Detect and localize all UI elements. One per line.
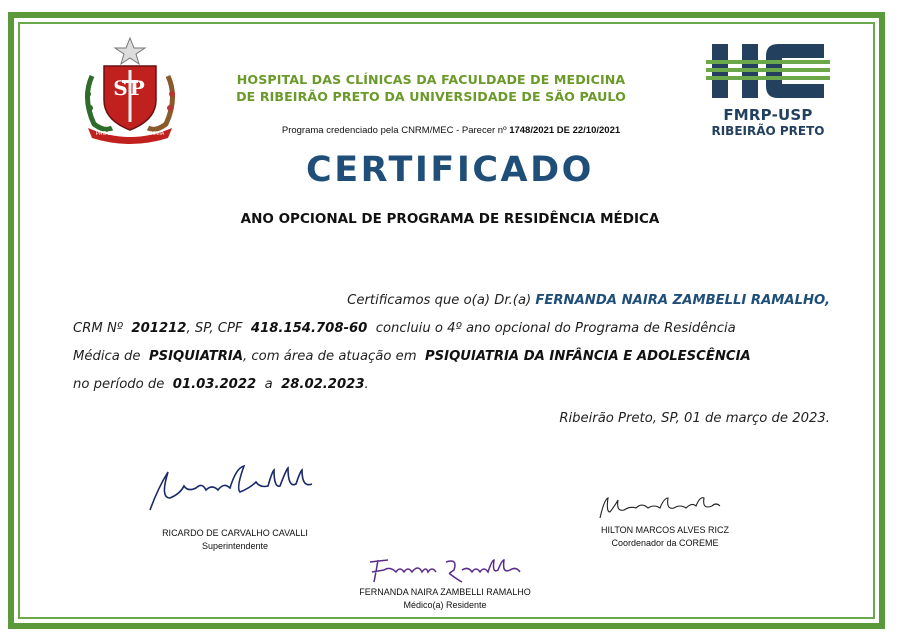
- period-end-punct: .: [364, 377, 369, 392]
- hc-letters-graphic: [706, 42, 830, 104]
- body-line-1: [73, 293, 830, 308]
- period-connector: a: [264, 377, 273, 392]
- crest-letters: SP: [113, 76, 147, 100]
- period-end-date: 28.02.2023: [281, 377, 365, 392]
- certify-prefix: Certificamos que o(a) Dr.(a): [347, 293, 532, 308]
- specialty-prefix: Médica de: [73, 349, 141, 364]
- place-and-date: Ribeirão Preto, SP, 01 de março de 2023.: [559, 411, 830, 426]
- signature-hilton-handwriting: [596, 494, 726, 522]
- signer-name: HILTON MARCOS ALVES RICZ: [600, 525, 730, 535]
- signer-name: FERNANDA NAIRA ZAMBELLI RAMALHO: [359, 587, 531, 597]
- signature-ricardo-handwriting: [140, 458, 330, 518]
- signature-fernanda-handwriting: [366, 556, 526, 586]
- crest-motto: PRO BRASILIA FIANT EXIMIA: [95, 131, 165, 137]
- conclusion-text: concluiu o 4º ano opcional do Programa de Residência: [375, 321, 736, 336]
- signer-role: Coordenador da COREME: [611, 538, 719, 548]
- signer-role: Médico(a) Residente: [403, 600, 487, 610]
- hc-logo-text-fmrp: FMRP-USP: [723, 106, 813, 124]
- crm-state: , SP, CPF: [186, 321, 243, 336]
- signer-name: RICARDO DE CARVALHO CAVALLI: [162, 528, 308, 538]
- body-line-4: [73, 377, 830, 392]
- crm-label: CRM Nº: [73, 321, 124, 336]
- credential-number: 1748/2021 DE 22/10/2021: [509, 125, 621, 136]
- body-line-2: [73, 321, 830, 336]
- body-line-3: [73, 349, 830, 364]
- certificate-title: CERTIFICADO: [306, 150, 594, 190]
- area-prefix: , com área de atuação em: [243, 349, 417, 364]
- cpf-number: 418.154.708-60: [250, 321, 368, 336]
- resident-name: FERNANDA NAIRA ZAMBELLI RAMALHO,: [535, 293, 830, 308]
- practice-area: PSIQUIATRIA DA INFÂNCIA E ADOLESCÊNCIA: [425, 349, 751, 364]
- hospital-name-line-2: DE RIBEIRÃO PRETO DA UNIVERSIDADE DE SÃO PAULO: [236, 89, 626, 104]
- hc-logo-text-city: RIBEIRÃO PRETO: [711, 124, 825, 138]
- period-start-date: 01.03.2022: [172, 377, 257, 392]
- credential-note: [196, 125, 706, 136]
- crm-number: 201212: [131, 321, 187, 336]
- hospital-name-line-1: HOSPITAL DAS CLÍNICAS DA FACULDADE DE MEDICINA: [236, 72, 626, 87]
- signature-block-superintendent: [130, 528, 340, 551]
- hc-fmrp-usp-logo: [706, 42, 830, 140]
- signature-block-resident: [340, 587, 550, 610]
- sao-paulo-crest-logo: [78, 36, 182, 144]
- signer-role: Superintendente: [201, 541, 269, 551]
- credential-prefix: Programa credenciado pela CNRM/MEC - Parecer nº: [281, 125, 507, 136]
- period-prefix: no período de: [73, 377, 165, 392]
- specialty: PSIQUIATRIA: [148, 349, 244, 364]
- certificate-subtitle: ANO OPCIONAL DE PROGRAMA DE RESIDÊNCIA MÉDICA: [240, 211, 660, 227]
- signature-block-coreme: [560, 525, 770, 548]
